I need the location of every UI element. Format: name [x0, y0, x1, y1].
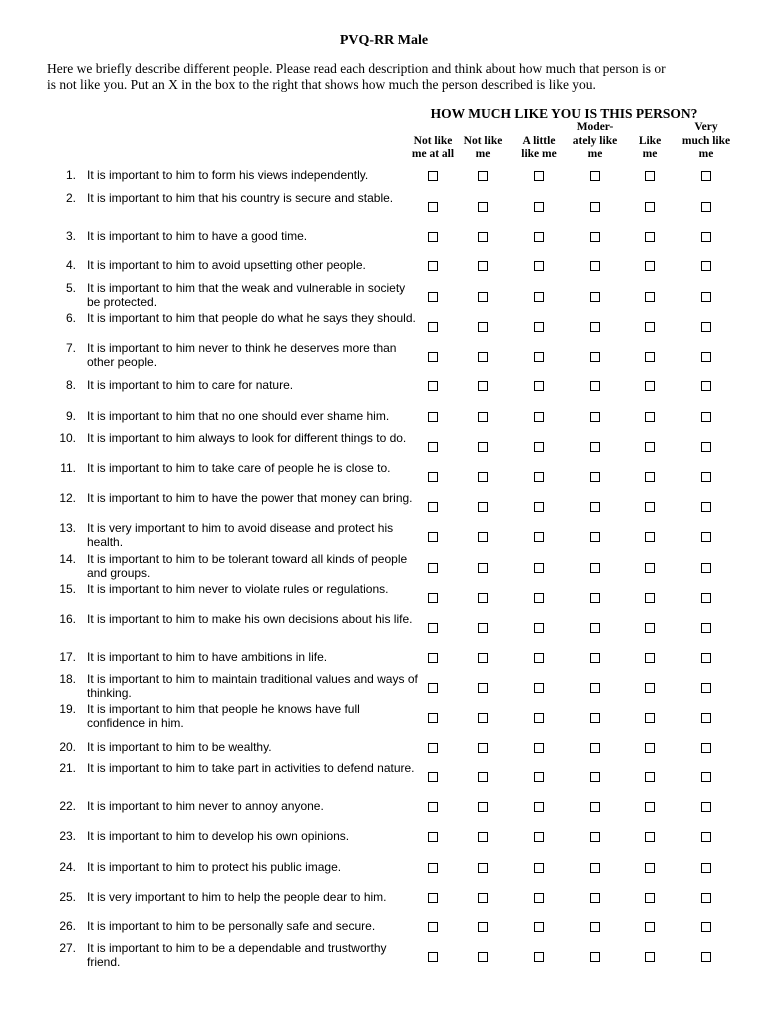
- response-checkbox[interactable]: [701, 563, 711, 573]
- response-checkbox[interactable]: [645, 472, 655, 482]
- item-number: 1.: [65, 168, 76, 182]
- item-statement: It is important to him to take part in activities to defend nature.: [87, 761, 415, 775]
- item-number: 14.: [59, 552, 76, 566]
- response-checkbox[interactable]: [478, 171, 488, 181]
- item-number: 8.: [65, 378, 76, 392]
- item-number: 7.: [65, 341, 76, 355]
- instructions-line-2: is not like you. Put an X in the box to the right that shows how much the person described is like you.: [47, 76, 596, 92]
- response-checkbox[interactable]: [428, 232, 438, 242]
- response-checkbox[interactable]: [590, 653, 600, 663]
- item-number: 2.: [65, 191, 76, 205]
- response-checkbox[interactable]: [590, 802, 600, 812]
- survey-item: [0, 583, 768, 613]
- response-checkbox[interactable]: [590, 893, 600, 903]
- response-checkbox[interactable]: [590, 532, 600, 542]
- response-checkbox[interactable]: [701, 412, 711, 422]
- response-checkbox[interactable]: [428, 292, 438, 302]
- response-checkbox[interactable]: [645, 352, 655, 362]
- response-checkbox[interactable]: [590, 261, 600, 271]
- response-checkbox[interactable]: [478, 772, 488, 782]
- item-statement: It is very important to him to avoid disease and protect his health.: [87, 521, 394, 549]
- item-number: 10.: [59, 431, 76, 445]
- column-header-line: Like: [638, 134, 662, 147]
- item-number: 16.: [59, 612, 76, 626]
- survey-item: [0, 733, 768, 763]
- response-checkbox[interactable]: [428, 653, 438, 663]
- response-checkbox[interactable]: [590, 412, 600, 422]
- response-checkbox[interactable]: [478, 683, 488, 693]
- response-checkbox[interactable]: [428, 802, 438, 812]
- item-number: 6.: [65, 311, 76, 325]
- column-header-line: Not like: [413, 134, 453, 147]
- response-checkbox[interactable]: [428, 893, 438, 903]
- response-checkbox[interactable]: [701, 922, 711, 932]
- response-checkbox[interactable]: [645, 683, 655, 693]
- response-checkbox[interactable]: [701, 171, 711, 181]
- response-checkbox[interactable]: [645, 171, 655, 181]
- response-checkbox[interactable]: [590, 952, 600, 962]
- survey-item: [0, 371, 768, 401]
- response-checkbox[interactable]: [534, 563, 544, 573]
- response-checkbox[interactable]: [534, 322, 544, 332]
- response-checkbox[interactable]: [590, 743, 600, 753]
- response-checkbox[interactable]: [534, 261, 544, 271]
- column-header-2: [452, 121, 514, 162]
- response-checkbox[interactable]: [701, 472, 711, 482]
- response-checkbox[interactable]: [428, 322, 438, 332]
- response-checkbox[interactable]: [701, 532, 711, 542]
- column-header-line: Very: [694, 121, 718, 133]
- response-checkbox[interactable]: [701, 261, 711, 271]
- response-checkbox[interactable]: [645, 832, 655, 842]
- response-checkbox[interactable]: [590, 563, 600, 573]
- response-checkbox[interactable]: [428, 171, 438, 181]
- instructions-line-1: Here we briefly describe different people. Please read each description and think about how much that person is or: [47, 61, 666, 76]
- response-checkbox[interactable]: [478, 442, 488, 452]
- item-number: 11.: [60, 461, 76, 475]
- response-checkbox[interactable]: [534, 472, 544, 482]
- response-checkbox[interactable]: [590, 381, 600, 391]
- response-checkbox[interactable]: [534, 502, 544, 512]
- response-checkbox[interactable]: [701, 442, 711, 452]
- response-checkbox[interactable]: [645, 743, 655, 753]
- response-checkbox[interactable]: [428, 922, 438, 932]
- response-checkbox[interactable]: [428, 832, 438, 842]
- item-number: 4.: [65, 258, 76, 272]
- response-checkbox[interactable]: [645, 952, 655, 962]
- response-checkbox[interactable]: [701, 292, 711, 302]
- item-number: 13.: [59, 521, 76, 535]
- response-checkbox[interactable]: [428, 563, 438, 573]
- item-number: 15.: [59, 582, 76, 596]
- response-checkbox[interactable]: [701, 743, 711, 753]
- response-checkbox[interactable]: [590, 863, 600, 873]
- item-statement: It is important to him to make his own decisions about his life.: [87, 612, 413, 626]
- column-header-line: [508, 121, 570, 135]
- item-statement: It is important to him to be a dependable and trustworthy friend.: [87, 941, 387, 969]
- response-checkbox[interactable]: [590, 623, 600, 633]
- response-checkbox[interactable]: [645, 623, 655, 633]
- column-header-3: [508, 121, 570, 162]
- response-checkbox[interactable]: [590, 442, 600, 452]
- response-checkbox[interactable]: [534, 381, 544, 391]
- response-checkbox[interactable]: [701, 952, 711, 962]
- survey-item: [0, 222, 768, 252]
- response-checkbox[interactable]: [645, 532, 655, 542]
- item-number: 25.: [59, 890, 76, 904]
- column-header-line: [619, 121, 681, 135]
- response-checkbox[interactable]: [534, 292, 544, 302]
- item-statement: It is important to him that people he knows have full confidence in him.: [87, 702, 360, 730]
- item-statement: It is important to him to maintain traditional values and ways of thinking.: [87, 672, 418, 700]
- response-checkbox[interactable]: [534, 802, 544, 812]
- response-checkbox[interactable]: [534, 952, 544, 962]
- response-checkbox[interactable]: [645, 292, 655, 302]
- item-number: 5.: [65, 281, 76, 295]
- response-checkbox[interactable]: [645, 653, 655, 663]
- response-checkbox[interactable]: [428, 412, 438, 422]
- survey-item: [0, 792, 768, 822]
- item-number: 19.: [59, 702, 76, 716]
- response-checkbox[interactable]: [701, 232, 711, 242]
- survey-item: [0, 643, 768, 673]
- response-checkbox[interactable]: [534, 922, 544, 932]
- response-checkbox[interactable]: [645, 502, 655, 512]
- response-checkbox[interactable]: [645, 261, 655, 271]
- response-checkbox[interactable]: [478, 952, 488, 962]
- response-checkbox[interactable]: [478, 713, 488, 723]
- response-checkbox[interactable]: [645, 442, 655, 452]
- response-checkbox[interactable]: [701, 352, 711, 362]
- item-statement: It is important to him that the weak and vulnerable in society be protected.: [87, 281, 406, 309]
- response-checkbox[interactable]: [590, 232, 600, 242]
- response-checkbox[interactable]: [428, 743, 438, 753]
- response-checkbox[interactable]: [428, 442, 438, 452]
- response-checkbox[interactable]: [534, 232, 544, 242]
- response-checkbox[interactable]: [645, 232, 655, 242]
- response-checkbox[interactable]: [534, 442, 544, 452]
- survey-item: [0, 553, 768, 583]
- survey-item: [0, 522, 768, 552]
- response-checkbox[interactable]: [478, 563, 488, 573]
- response-checkbox[interactable]: [478, 202, 488, 212]
- survey-item: [0, 883, 768, 913]
- response-checkbox[interactable]: [478, 922, 488, 932]
- response-checkbox[interactable]: [701, 772, 711, 782]
- column-header-line: Not like: [463, 134, 503, 147]
- item-statement: It is important to him to avoid upsetting other people.: [87, 258, 366, 272]
- response-checkbox[interactable]: [645, 893, 655, 903]
- response-checkbox[interactable]: [590, 171, 600, 181]
- item-statement: It is important to him to be tolerant toward all kinds of people and groups.: [87, 552, 408, 580]
- survey-item: [0, 161, 768, 191]
- column-header-line: ately like: [572, 134, 618, 147]
- survey-item: [0, 613, 768, 643]
- response-checkbox[interactable]: [478, 532, 488, 542]
- response-checkbox[interactable]: [428, 381, 438, 391]
- response-checkbox[interactable]: [701, 832, 711, 842]
- response-checkbox[interactable]: [701, 802, 711, 812]
- item-statement: It is important to him never to violate rules or regulations.: [87, 582, 389, 596]
- response-checkbox[interactable]: [534, 623, 544, 633]
- item-statement: It is important to him to have ambitions in life.: [87, 650, 328, 664]
- column-header-line: much like: [681, 134, 731, 147]
- item-number: 12.: [59, 491, 76, 505]
- response-checkbox[interactable]: [701, 623, 711, 633]
- response-checkbox[interactable]: [478, 381, 488, 391]
- response-checkbox[interactable]: [534, 532, 544, 542]
- response-checkbox[interactable]: [590, 922, 600, 932]
- response-checkbox[interactable]: [428, 261, 438, 271]
- response-checkbox[interactable]: [701, 202, 711, 212]
- item-statement: It is important to him never to think he deserves more than other people.: [87, 341, 397, 369]
- response-checkbox[interactable]: [645, 772, 655, 782]
- response-checkbox[interactable]: [478, 261, 488, 271]
- item-statement: It is important to him never to annoy anyone.: [87, 799, 324, 813]
- response-checkbox[interactable]: [428, 683, 438, 693]
- response-checkbox[interactable]: [428, 352, 438, 362]
- item-number: 9.: [65, 409, 76, 423]
- response-checkbox[interactable]: [590, 502, 600, 512]
- response-checkbox[interactable]: [478, 472, 488, 482]
- response-checkbox[interactable]: [534, 772, 544, 782]
- survey-item: [0, 853, 768, 883]
- response-checkbox[interactable]: [428, 502, 438, 512]
- survey-item: [0, 912, 768, 942]
- instructions: [47, 61, 727, 92]
- item-number: 17.: [59, 650, 76, 664]
- response-checkbox[interactable]: [478, 653, 488, 663]
- item-statement: It is important to him to protect his public image.: [87, 860, 342, 874]
- response-checkbox[interactable]: [590, 713, 600, 723]
- response-checkbox[interactable]: [534, 832, 544, 842]
- response-checkbox[interactable]: [534, 743, 544, 753]
- page-title: PVQ-RR Male: [339, 33, 429, 48]
- item-statement: It is important to him to be wealthy.: [87, 740, 272, 754]
- item-statement: It is important to him to care for nature.: [87, 378, 294, 392]
- response-checkbox[interactable]: [645, 322, 655, 332]
- column-header-5: [619, 121, 681, 162]
- response-checkbox[interactable]: [478, 322, 488, 332]
- response-checkbox[interactable]: [645, 802, 655, 812]
- response-checkbox[interactable]: [701, 683, 711, 693]
- response-checkbox[interactable]: [590, 292, 600, 302]
- item-statement: It is important to him to have the power that money can bring.: [87, 491, 413, 505]
- response-checkbox[interactable]: [645, 593, 655, 603]
- response-checkbox[interactable]: [478, 352, 488, 362]
- response-checkbox[interactable]: [645, 863, 655, 873]
- response-checkbox[interactable]: [534, 202, 544, 212]
- response-checkbox[interactable]: [590, 683, 600, 693]
- response-checkbox[interactable]: [478, 232, 488, 242]
- response-checkbox[interactable]: [645, 381, 655, 391]
- item-number: 3.: [65, 229, 76, 243]
- survey-item: [0, 703, 768, 733]
- response-checkbox[interactable]: [478, 292, 488, 302]
- survey-item: [0, 492, 768, 522]
- item-number: 18.: [59, 672, 76, 686]
- column-header-line: A little: [522, 134, 556, 147]
- survey-item: [0, 192, 768, 222]
- response-checkbox[interactable]: [428, 713, 438, 723]
- response-checkbox[interactable]: [534, 683, 544, 693]
- response-checkbox[interactable]: [590, 772, 600, 782]
- response-checkbox[interactable]: [590, 352, 600, 362]
- item-statement: It is important to him always to look for different things to do.: [87, 431, 407, 445]
- column-header-line: [452, 121, 514, 135]
- survey-item: [0, 251, 768, 281]
- response-checkbox[interactable]: [701, 381, 711, 391]
- item-statement: It is important to him to form his views independently.: [87, 168, 369, 182]
- response-checkbox[interactable]: [701, 863, 711, 873]
- response-checkbox[interactable]: [590, 472, 600, 482]
- item-statement: It is very important to him to help the people dear to him.: [87, 890, 387, 904]
- item-number: 20.: [59, 740, 76, 754]
- item-number: 23.: [59, 829, 76, 843]
- survey-item: [0, 432, 768, 462]
- response-checkbox[interactable]: [428, 952, 438, 962]
- survey-item: [0, 462, 768, 492]
- response-checkbox[interactable]: [428, 863, 438, 873]
- survey-item: [0, 822, 768, 852]
- response-checkbox[interactable]: [534, 863, 544, 873]
- response-checkbox[interactable]: [701, 593, 711, 603]
- response-checkbox[interactable]: [478, 593, 488, 603]
- response-checkbox[interactable]: [701, 713, 711, 723]
- response-checkbox[interactable]: [534, 653, 544, 663]
- survey-item: [0, 762, 768, 792]
- response-checkbox[interactable]: [590, 593, 600, 603]
- column-header-line: me: [698, 148, 714, 160]
- column-header-6: [675, 121, 737, 162]
- column-header-line: Moder-: [576, 121, 614, 133]
- column-header-line: me: [642, 148, 658, 160]
- response-checkbox[interactable]: [534, 171, 544, 181]
- item-statement: It is important to him that no one should ever shame him.: [87, 409, 390, 423]
- response-checkbox[interactable]: [701, 653, 711, 663]
- response-checkbox[interactable]: [478, 863, 488, 873]
- response-checkbox[interactable]: [645, 922, 655, 932]
- item-statement: It is important to him that people do what he says they should.: [87, 311, 416, 325]
- rating-question-header: HOW MUCH LIKE YOU IS THIS PERSON?: [430, 106, 698, 121]
- survey-item: [0, 402, 768, 432]
- response-checkbox[interactable]: [478, 832, 488, 842]
- column-header-line: me: [587, 148, 603, 160]
- item-statement: It is important to him to have a good time.: [87, 229, 308, 243]
- response-checkbox[interactable]: [534, 713, 544, 723]
- response-checkbox[interactable]: [428, 472, 438, 482]
- response-checkbox[interactable]: [645, 563, 655, 573]
- response-checkbox[interactable]: [478, 802, 488, 812]
- response-checkbox[interactable]: [534, 412, 544, 422]
- item-statement: It is important to him that his country is secure and stable.: [87, 191, 394, 205]
- item-statement: It is important to him to develop his own opinions.: [87, 829, 350, 843]
- column-header-line: me at all: [411, 148, 455, 160]
- survey-item: [0, 312, 768, 342]
- response-checkbox[interactable]: [428, 532, 438, 542]
- response-checkbox[interactable]: [428, 593, 438, 603]
- response-checkbox[interactable]: [534, 352, 544, 362]
- response-checkbox[interactable]: [478, 412, 488, 422]
- survey-item: [0, 282, 768, 312]
- response-checkbox[interactable]: [428, 623, 438, 633]
- response-checkbox[interactable]: [590, 322, 600, 332]
- response-checkbox[interactable]: [478, 893, 488, 903]
- response-checkbox[interactable]: [645, 412, 655, 422]
- response-checkbox[interactable]: [590, 832, 600, 842]
- item-number: 26.: [59, 919, 76, 933]
- response-checkbox[interactable]: [428, 772, 438, 782]
- response-checkbox[interactable]: [478, 623, 488, 633]
- response-checkbox[interactable]: [701, 322, 711, 332]
- column-header-line: me: [475, 148, 491, 160]
- response-checkbox[interactable]: [590, 202, 600, 212]
- survey-item: [0, 673, 768, 703]
- response-checkbox[interactable]: [428, 202, 438, 212]
- survey-item: [0, 942, 768, 972]
- item-number: 24.: [59, 860, 76, 874]
- response-checkbox[interactable]: [701, 893, 711, 903]
- item-number: 22.: [59, 799, 76, 813]
- item-statement: It is important to him to take care of people he is close to.: [87, 461, 391, 475]
- response-checkbox[interactable]: [534, 593, 544, 603]
- column-header-4: [564, 121, 626, 162]
- response-checkbox[interactable]: [645, 202, 655, 212]
- survey-item: [0, 342, 768, 372]
- item-statement: It is important to him to be personally safe and secure.: [87, 919, 376, 933]
- response-checkbox[interactable]: [645, 713, 655, 723]
- response-checkbox[interactable]: [478, 743, 488, 753]
- response-checkbox[interactable]: [534, 893, 544, 903]
- item-number: 21.: [59, 761, 76, 775]
- item-number: 27.: [59, 941, 76, 955]
- response-checkbox[interactable]: [478, 502, 488, 512]
- column-header-line: like me: [521, 148, 557, 160]
- response-checkbox[interactable]: [701, 502, 711, 512]
